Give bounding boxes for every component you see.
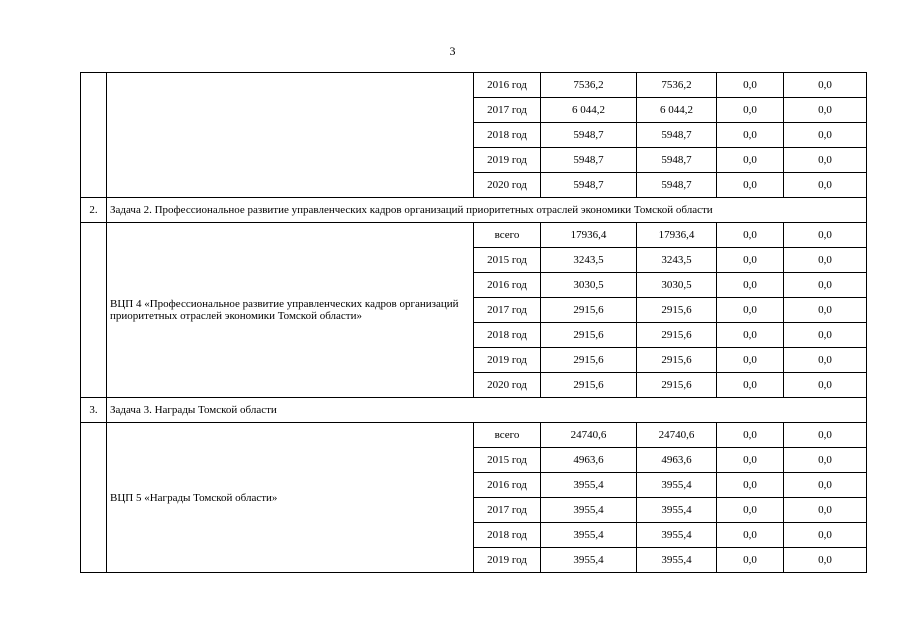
cell-federal: 0,0: [717, 123, 784, 148]
cell-total: 5948,7: [541, 173, 637, 198]
cell-regional: 2915,6: [637, 373, 717, 398]
cell-label: всего: [474, 423, 541, 448]
cell-label: 2018 год: [474, 323, 541, 348]
cell-label: 2017 год: [474, 298, 541, 323]
cell-total: 17936,4: [541, 223, 637, 248]
cell-other: 0,0: [784, 148, 867, 173]
task-row: [81, 398, 867, 423]
cell-total: 2915,6: [541, 348, 637, 373]
cell-federal: 0,0: [717, 423, 784, 448]
cell-regional: 2915,6: [637, 348, 717, 373]
cell-federal: 0,0: [717, 498, 784, 523]
cell-label: 2019 год: [474, 348, 541, 373]
cell-total: 3955,4: [541, 473, 637, 498]
cell-total: 3955,4: [541, 498, 637, 523]
task-row: [81, 198, 867, 223]
cell-other: 0,0: [784, 273, 867, 298]
cell-federal: 0,0: [717, 523, 784, 548]
cell-label: 2016 год: [474, 473, 541, 498]
cell-federal: 0,0: [717, 373, 784, 398]
cell-label: 2019 год: [474, 548, 541, 573]
task-number: 2.: [81, 198, 107, 223]
cell-other: 0,0: [784, 123, 867, 148]
cell-federal: 0,0: [717, 248, 784, 273]
cell-other: 0,0: [784, 373, 867, 398]
cell-regional: 5948,7: [637, 123, 717, 148]
cell-federal: 0,0: [717, 473, 784, 498]
cell-other: 0,0: [784, 423, 867, 448]
cell-total: 2915,6: [541, 323, 637, 348]
cell-label: 2020 год: [474, 173, 541, 198]
cell-federal: 0,0: [717, 73, 784, 98]
cell-federal: 0,0: [717, 148, 784, 173]
cell-label: всего: [474, 223, 541, 248]
table-row: [81, 223, 867, 248]
cell-regional: 24740,6: [637, 423, 717, 448]
cell-other: 0,0: [784, 548, 867, 573]
cell-total: 2915,6: [541, 373, 637, 398]
budget-table: [80, 72, 867, 573]
cell-total: 24740,6: [541, 423, 637, 448]
task-title: Задача 2. Профессиональное развитие управленческих кадров организаций приоритетных отраслей экономики Томской области: [107, 198, 867, 223]
cell-regional: 3030,5: [637, 273, 717, 298]
cell-regional: 3955,4: [637, 523, 717, 548]
cell-other: 0,0: [784, 248, 867, 273]
program-name-cell: ВЦП 5 «Награды Томской области»: [107, 423, 474, 573]
cell-other: 0,0: [784, 223, 867, 248]
cell-total: 3955,4: [541, 523, 637, 548]
cell-other: 0,0: [784, 498, 867, 523]
cell-federal: 0,0: [717, 273, 784, 298]
cell-regional: 6 044,2: [637, 98, 717, 123]
cell-regional: 17936,4: [637, 223, 717, 248]
cell-label: 2020 год: [474, 373, 541, 398]
cell-total: 5948,7: [541, 123, 637, 148]
cell-total: 2915,6: [541, 298, 637, 323]
cell-label: 2016 год: [474, 73, 541, 98]
program-name-cell: ВЦП 4 «Профессиональное развитие управленческих кадров организаций приоритетных отраслей экономики Томской области»: [107, 223, 474, 398]
cell-other: 0,0: [784, 73, 867, 98]
cell-regional: 2915,6: [637, 298, 717, 323]
cell-label: 2017 год: [474, 98, 541, 123]
cell-federal: 0,0: [717, 173, 784, 198]
cell-total: 4963,6: [541, 448, 637, 473]
page-number: 3: [449, 44, 456, 58]
cell-label: 2018 год: [474, 523, 541, 548]
cell-total: 3243,5: [541, 248, 637, 273]
cell-other: 0,0: [784, 323, 867, 348]
cell-regional: 4963,6: [637, 448, 717, 473]
program-name-cell: [107, 73, 474, 198]
table-row: [81, 73, 867, 98]
number-cell: [81, 223, 107, 398]
cell-total: 7536,2: [541, 73, 637, 98]
cell-label: 2017 год: [474, 498, 541, 523]
cell-federal: 0,0: [717, 548, 784, 573]
number-cell: [81, 423, 107, 573]
cell-regional: 2915,6: [637, 323, 717, 348]
cell-regional: 3243,5: [637, 248, 717, 273]
cell-regional: 3955,4: [637, 548, 717, 573]
cell-label: 2015 год: [474, 248, 541, 273]
cell-other: 0,0: [784, 298, 867, 323]
cell-federal: 0,0: [717, 348, 784, 373]
cell-other: 0,0: [784, 98, 867, 123]
cell-label: 2016 год: [474, 273, 541, 298]
cell-regional: 3955,4: [637, 473, 717, 498]
cell-total: 3955,4: [541, 548, 637, 573]
cell-label: 2018 год: [474, 123, 541, 148]
task-number: 3.: [81, 398, 107, 423]
cell-other: 0,0: [784, 473, 867, 498]
cell-federal: 0,0: [717, 323, 784, 348]
cell-total: 6 044,2: [541, 98, 637, 123]
table-body: [81, 73, 867, 573]
task-title: Задача 3. Награды Томской области: [107, 398, 867, 423]
cell-federal: 0,0: [717, 298, 784, 323]
cell-regional: 7536,2: [637, 73, 717, 98]
number-cell: [81, 73, 107, 198]
cell-other: 0,0: [784, 523, 867, 548]
cell-federal: 0,0: [717, 98, 784, 123]
cell-federal: 0,0: [717, 448, 784, 473]
cell-total: 3030,5: [541, 273, 637, 298]
cell-federal: 0,0: [717, 223, 784, 248]
cell-total: 5948,7: [541, 148, 637, 173]
cell-label: 2015 год: [474, 448, 541, 473]
cell-label: 2019 год: [474, 148, 541, 173]
cell-regional: 5948,7: [637, 148, 717, 173]
cell-other: 0,0: [784, 348, 867, 373]
table-row: [81, 423, 867, 448]
cell-regional: 3955,4: [637, 498, 717, 523]
cell-other: 0,0: [784, 448, 867, 473]
cell-other: 0,0: [784, 173, 867, 198]
cell-regional: 5948,7: [637, 173, 717, 198]
